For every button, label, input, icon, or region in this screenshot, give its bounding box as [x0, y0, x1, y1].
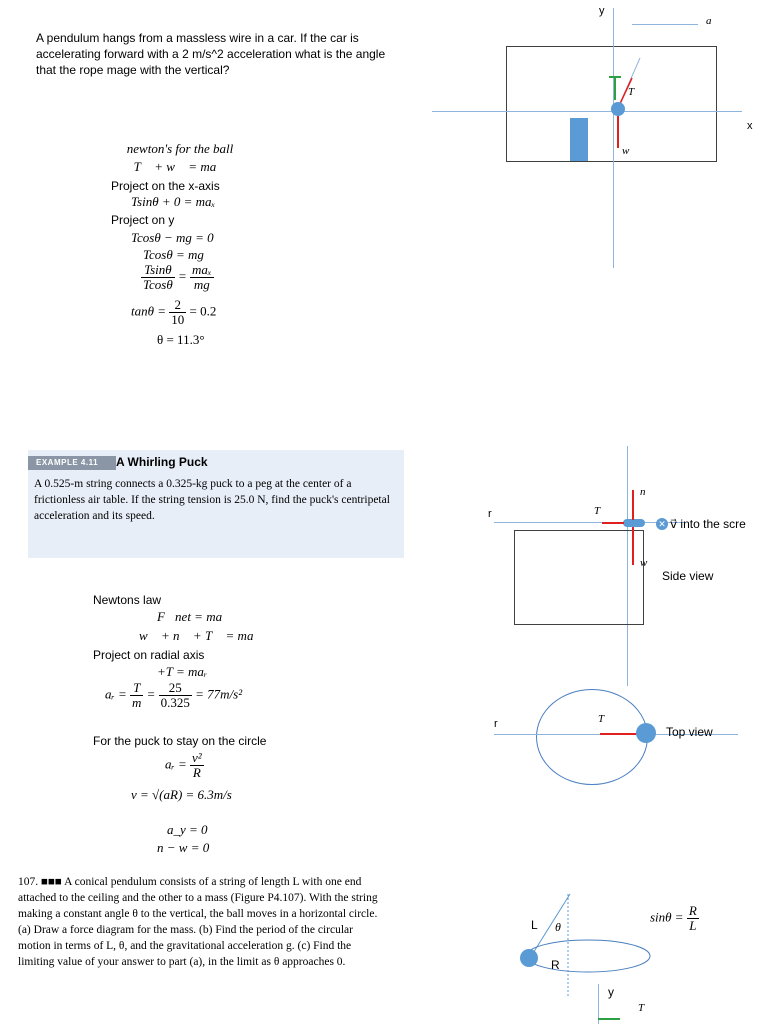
eq-y2: Tcosθ = mg [143, 247, 204, 262]
example-box [28, 450, 404, 558]
tan-num: 2 [169, 298, 186, 313]
ar2-num: v² [191, 750, 202, 765]
eq-newton: T⃗ + w⃗ = ma⃗ [133, 159, 227, 174]
nw-equation: n − w = 0 [157, 840, 210, 855]
accel-arrow [632, 24, 698, 25]
example-tag: EXAMPLE 4.11 [28, 456, 116, 470]
problem107-text: 107. ■■■ A conical pendulum consists of a string of length L with one end attached to the ceiling and the other to a mass (Figure P4.107). With the string making a constant angle θ to the vertical, the ball moves in a horizontal circle. (a) Draw a force diagram for the mass. (b) Find the period of the circular motion in terms of L, θ, and the gravitational acceleration g. (c) Find the limiting value of your answer to part (a), in the limit as θ approaches 0. [18, 876, 378, 968]
top-puck [636, 723, 656, 743]
x-axis-label: x [747, 120, 753, 132]
side-t-vector [602, 522, 624, 524]
ar-num1: T [130, 681, 143, 696]
side-w-label: w⃗ [640, 557, 656, 569]
radial-eq: +T = maᵣ [157, 664, 208, 679]
sin-num: R [688, 903, 697, 918]
conical-ball [520, 949, 538, 967]
conical-green-marker [598, 1018, 620, 1020]
tan-lhs: tanθ = [131, 303, 167, 319]
conical-y-label: y [608, 985, 614, 999]
sin-lhs: sinθ = [650, 909, 684, 925]
ratio-den-left: Tcosθ [143, 277, 173, 292]
proj-radial-label: Project on radial axis [93, 648, 205, 662]
weight-vector [617, 116, 619, 148]
pendulum-string [600, 50, 660, 120]
conical-theta-label: θ [555, 920, 561, 934]
tan-rhs: = 0.2 [189, 303, 217, 319]
newtons-law-label: Newtons law [93, 593, 162, 607]
y-axis-line [613, 8, 614, 268]
y-axis-label: y [599, 5, 605, 17]
conical-l-label: L [531, 918, 538, 932]
top-r-label: r [494, 718, 498, 730]
into-screen-icon: ✕ [656, 518, 668, 530]
tan-equation [131, 298, 216, 327]
force-sum-eq: w⃗ + n⃗ + T⃗ = ma⃗ [139, 628, 264, 643]
x-axis-line [432, 111, 742, 112]
ratio-num-right: maₓ [192, 262, 212, 277]
ar2-den: R [192, 765, 201, 780]
sin-den: L [689, 918, 697, 933]
ratio-num-left: Tsinθ [141, 263, 175, 278]
ar2-lhs: aᵣ = [165, 756, 187, 772]
theta-result: θ = 11.3° [157, 332, 205, 347]
side-n-label: n⃗ [640, 486, 655, 498]
air-table [514, 530, 644, 625]
fnet-eq: F⃗net = ma⃗ [157, 609, 233, 624]
ar-num2: 25 [159, 681, 192, 696]
ar-lhs: aᵣ = [105, 686, 127, 702]
side-puck [623, 519, 645, 527]
ratio-den-right: mg [193, 277, 210, 292]
accel-label: a⃗ [706, 15, 721, 27]
block-shape [570, 118, 588, 161]
conical-string [520, 886, 660, 996]
top-t-label: T⃗ [598, 713, 613, 725]
top-view-label: Top view [666, 725, 713, 739]
example-body: A 0.525-m string connects a 0.325-kg puck to a peg at the center of a frictionless air table. If the string tension is 25.0 N, find the puck's centripetal acceleration and its speed. [34, 478, 390, 522]
ratio-equation: $\frac{Tsin\theta}{Tcos\theta}$ = $\frac{\text{maₓ}}{mg}$ [143, 262, 212, 292]
conical-r-label: R [551, 958, 560, 972]
conical-t-label: T⃗ [638, 1002, 653, 1014]
ay-equation: a_y = 0 [167, 822, 208, 837]
eq-y1: Tcosθ − mg = 0 [131, 230, 214, 245]
side-n-vector [632, 490, 634, 520]
side-t-label: T⃗ [594, 505, 609, 517]
v-equation: v = √(aR) = 6.3m/s [131, 787, 232, 802]
tan-den: 10 [171, 312, 185, 327]
circle-condition-text: For the puck to stay on the circle [93, 734, 267, 748]
problem1-question: A pendulum hangs from a massless wire in a car. If the car is accelerating forward with a 2 m/s^2 acceleration what is the angle that the rope mage with the vertical? [36, 31, 386, 77]
ar2-equation [165, 751, 204, 780]
ar-den1: m [131, 695, 142, 710]
ar-den2: 0.325 [160, 695, 190, 710]
proj-x-label: Project on the x-axis [111, 179, 220, 193]
side-r-label: r [488, 508, 492, 520]
sin-equation [650, 904, 699, 933]
top-circle [536, 689, 648, 785]
pendulum-ball [611, 102, 625, 116]
weight-label: w⃗ [622, 145, 638, 157]
ar-result: = 77m/s² [195, 686, 243, 702]
ar-equation: aᵣ = $\frac{T}{m}$ = $\frac{25}{0.325}$ = 77m/s² [105, 680, 243, 710]
sol-heading: newton's for the ball [126, 141, 234, 156]
eq-x: Tsinθ + 0 = maₓ [131, 194, 216, 209]
tension-label: T⃗ [628, 86, 643, 98]
top-t-vector [600, 733, 638, 735]
proj-y-label: Project on y [111, 213, 175, 227]
side-w-vector [632, 527, 634, 565]
into-screen-label: v⃗ into the scre [670, 517, 746, 531]
example-title: A Whirling Puck [116, 455, 208, 469]
side-view-label: Side view [662, 569, 714, 583]
